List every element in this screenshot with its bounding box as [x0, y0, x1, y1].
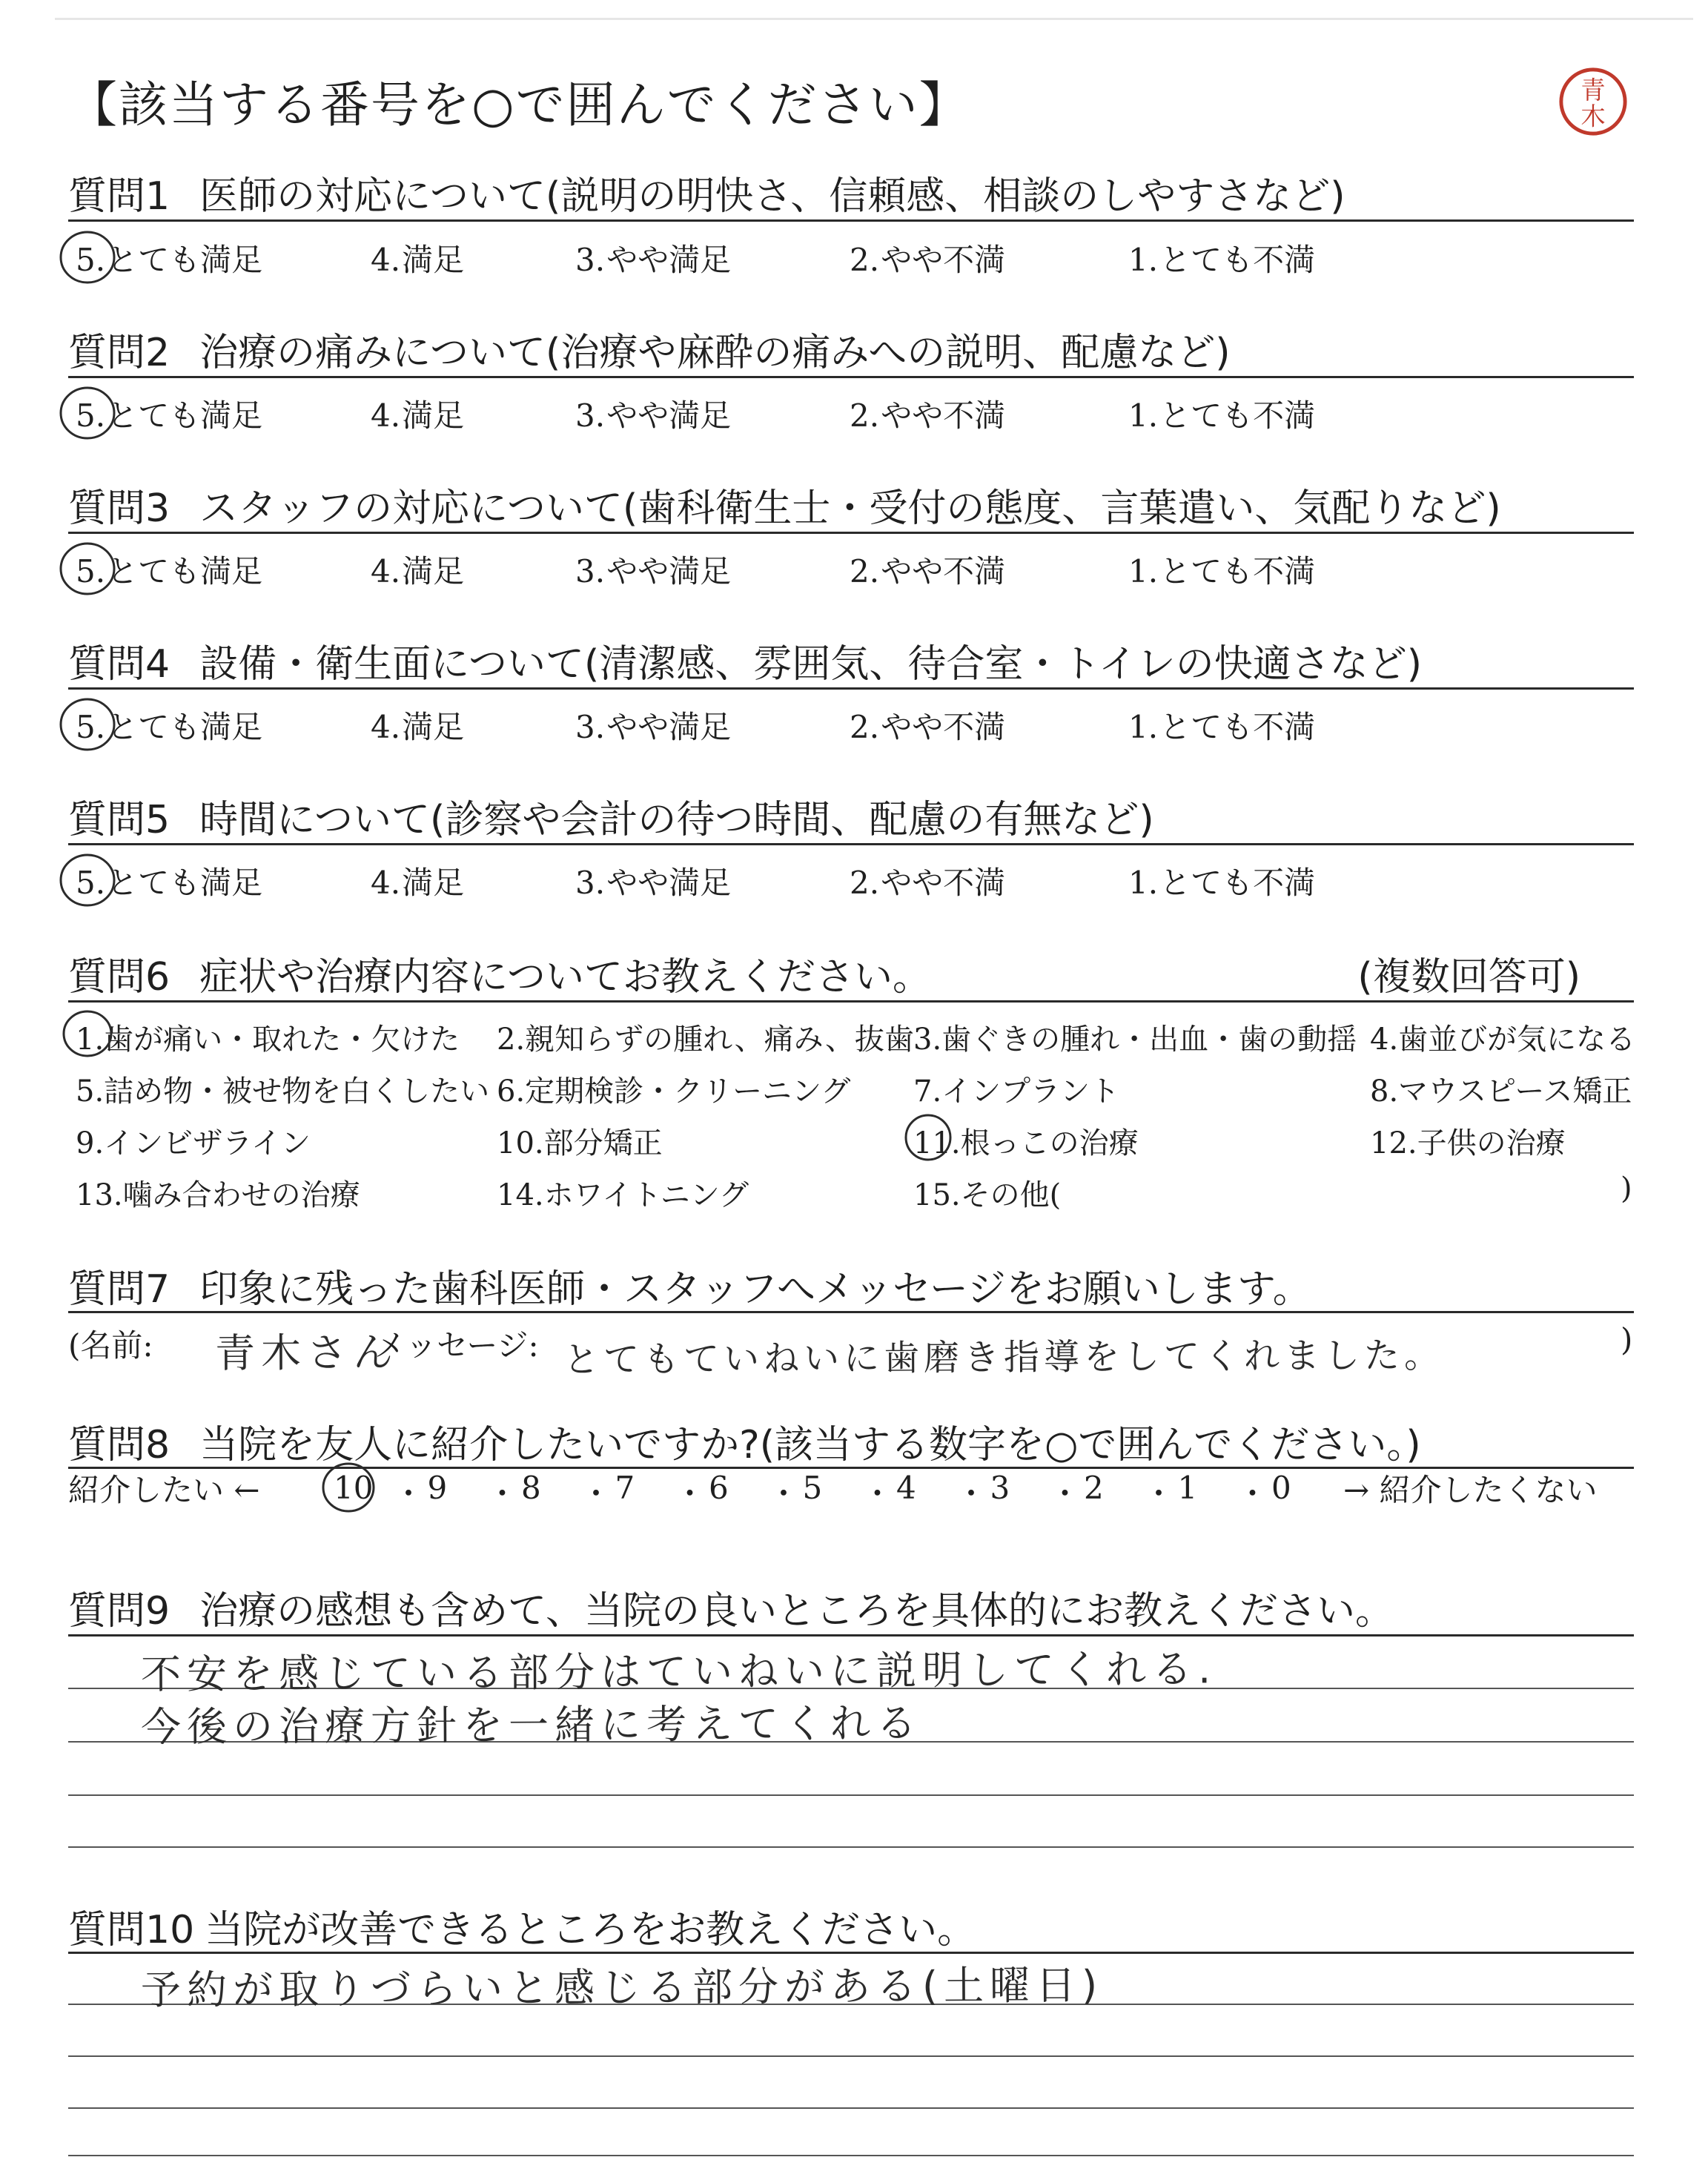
message-label: メッセージ: — [374, 1327, 539, 1364]
q3-option-2[interactable] — [850, 547, 1005, 592]
symptom-option-14[interactable]: 14.ホワイトニング — [497, 1178, 749, 1212]
option-label: 満足 — [402, 242, 465, 278]
question-number: 質問9 — [68, 1589, 171, 1634]
q2-option-3[interactable] — [575, 392, 731, 436]
question-number: 質問6 — [68, 955, 171, 1000]
question-10-rule — [68, 1952, 1634, 1954]
form-title: 【該当する番号を○で囲んでください】 — [68, 76, 970, 133]
question-2-rule — [68, 376, 1634, 378]
scale-value-10[interactable]: 10 — [334, 1470, 374, 1506]
scale-separator: ・ — [486, 1476, 518, 1512]
option-label: とても不満 — [1159, 709, 1316, 745]
question-text: 症状や治療内容についてお教えください。 — [199, 955, 932, 1000]
option-number: 5. — [76, 553, 106, 589]
option-number: 1. — [1128, 553, 1159, 589]
option-label: 満足 — [402, 865, 465, 901]
q4-option-4[interactable] — [371, 703, 464, 747]
option-label: やや不満 — [881, 553, 1006, 589]
symptom-option-15[interactable]: 15.その他( — [913, 1178, 1062, 1212]
option-number: 4. — [371, 865, 401, 901]
scale-value-5[interactable]: 5 — [802, 1470, 823, 1506]
question-number: 質問1 — [68, 174, 171, 219]
q1-option-4[interactable] — [371, 236, 464, 280]
option-number: 2. — [850, 709, 880, 745]
symptom-option-8[interactable]: 8.マウスピース矯正 — [1370, 1074, 1632, 1109]
q4-option-2[interactable] — [850, 703, 1005, 747]
option-label: とても満足 — [107, 553, 263, 589]
scale-separator: ・ — [674, 1476, 706, 1512]
scale-value-0[interactable]: 0 — [1271, 1470, 1291, 1506]
message-close-paren: ) — [1621, 1321, 1633, 1358]
scale-value-1[interactable]: 1 — [1177, 1470, 1198, 1506]
question-text: 印象に残った歯科医師・スタッフへメッセージをお願いします。 — [199, 1267, 1311, 1312]
scale-right-label: → 紹介したくない — [1343, 1472, 1598, 1508]
other-close-paren: ) — [1621, 1172, 1632, 1206]
symptom-option-4[interactable]: 4.歯並びが気になる — [1370, 1023, 1636, 1057]
symptom-option-6[interactable]: 6.定期検診・クリーニング — [497, 1074, 851, 1109]
q5-option-3[interactable] — [575, 859, 731, 903]
q2-option-5[interactable] — [76, 392, 262, 436]
question-number: 質問5 — [68, 798, 171, 842]
question-text: 医師の対応について(説明の明快さ、信頼感、相談のしやすさなど) — [199, 174, 1345, 219]
q1-option-2[interactable] — [850, 236, 1005, 280]
scale-value-3[interactable]: 3 — [990, 1470, 1010, 1506]
option-label: やや不満 — [881, 242, 1006, 278]
option-label: やや不満 — [881, 397, 1006, 434]
symptom-option-1[interactable]: 1.歯が痛い・取れた・欠けた — [76, 1023, 460, 1057]
option-label: やや満足 — [606, 865, 732, 901]
good-points-answer-1[interactable]: 不安を感じている部分はていねいに説明してくれる. — [140, 1645, 1217, 1698]
option-number: 4. — [371, 709, 401, 745]
scale-separator: ・ — [1237, 1476, 1268, 1512]
scale-separator: ・ — [580, 1476, 612, 1512]
question-text: 治療の痛みについて(治療や麻酔の痛みへの説明、配慮など) — [199, 331, 1231, 375]
scale-separator: ・ — [393, 1476, 425, 1512]
q5-option-5[interactable] — [76, 859, 262, 903]
question-number: 質問10 — [68, 1908, 195, 1952]
question-text: 設備・衛生面について(清潔感、雰囲気、待合室・トイレの快適さなど) — [199, 642, 1423, 687]
question-3-rule — [68, 532, 1634, 534]
question-number: 質問2 — [68, 331, 171, 375]
option-number: 3. — [575, 553, 606, 589]
question-7 — [68, 1258, 1625, 1324]
option-label: とても満足 — [107, 397, 263, 434]
answer-line — [68, 2107, 1634, 2109]
scale-left-label: 紹介したい ← — [68, 1472, 260, 1508]
symptom-option-7[interactable]: 7.インプラント — [913, 1074, 1120, 1109]
option-label: やや満足 — [606, 709, 732, 745]
message-answer[interactable]: とてもていねいに歯磨き指導をしてくれました。 — [563, 1334, 1445, 1381]
seal-char-1: 青 — [1580, 76, 1606, 105]
symptom-option-5[interactable]: 5.詰め物・被せ物を白くしたい — [76, 1074, 490, 1109]
q3-option-5[interactable] — [76, 547, 262, 592]
recommend-scale — [68, 1466, 1640, 1518]
option-number: 4. — [371, 553, 401, 589]
scale-separator: ・ — [768, 1476, 800, 1512]
symptom-option-13[interactable]: 13.噛み合わせの治療 — [76, 1178, 360, 1212]
question-4-rule — [68, 687, 1634, 690]
question-text: 時間について(診察や会計の待つ時間、配慮の有無など) — [199, 798, 1154, 842]
symptom-option-12[interactable]: 12.子供の治療 — [1370, 1126, 1566, 1160]
scale-value-8[interactable]: 8 — [521, 1470, 541, 1506]
option-number: 4. — [371, 242, 401, 278]
question-6-rule — [68, 1000, 1634, 1003]
option-label: とても満足 — [107, 709, 263, 745]
symptom-option-9[interactable]: 9.インビザライン — [76, 1126, 311, 1160]
q1-option-1[interactable] — [1128, 236, 1315, 280]
answer-line — [68, 2055, 1634, 2057]
symptom-option-10[interactable]: 10.部分矯正 — [497, 1126, 663, 1160]
option-label: やや満足 — [606, 242, 732, 278]
question-number: 質問4 — [68, 642, 171, 687]
q1-option-5[interactable] — [76, 236, 262, 280]
scale-separator: ・ — [861, 1476, 893, 1512]
question-9-rule — [68, 1634, 1634, 1636]
scale-value-4[interactable]: 4 — [896, 1470, 916, 1506]
scale-separator: ・ — [956, 1476, 987, 1512]
option-label: やや不満 — [881, 709, 1006, 745]
question-text: 当院が改善できるところをお教えください。 — [205, 1908, 976, 1952]
scale-value-7[interactable]: 7 — [615, 1470, 635, 1506]
option-number: 5. — [76, 242, 106, 278]
good-points-answer-2[interactable]: 今後の治療方針を一緒に考えてくれる — [140, 1700, 923, 1751]
answer-line — [68, 2155, 1634, 2156]
q4-option-1[interactable] — [1128, 703, 1315, 747]
option-number: 4. — [371, 397, 401, 434]
option-number: 3. — [575, 709, 606, 745]
option-label: とても満足 — [107, 242, 263, 278]
question-text: スタッフの対応について(歯科衛生士・受付の態度、言葉遣い、気配りなど) — [199, 486, 1501, 531]
q3-option-4[interactable] — [371, 547, 464, 592]
seal-char-2: 木 — [1580, 102, 1606, 131]
symptom-option-2[interactable]: 2.親知らずの腫れ、痛み、抜歯 — [497, 1023, 914, 1057]
option-label: やや不満 — [881, 865, 1006, 901]
option-label: とても満足 — [107, 865, 263, 901]
q2-option-1[interactable] — [1128, 392, 1315, 436]
question-number: 質問8 — [68, 1423, 171, 1467]
option-number: 1. — [1128, 865, 1159, 901]
question-5-rule — [68, 843, 1634, 845]
option-number: 3. — [575, 242, 606, 278]
option-label: とても不満 — [1159, 397, 1316, 434]
q2-option-2[interactable] — [850, 392, 1005, 436]
option-label: 満足 — [402, 397, 465, 434]
top-border — [55, 18, 1693, 20]
question-text: 当院を友人に紹介したいですか?(該当する数字を○で囲んでください。) — [199, 1423, 1421, 1467]
scale-separator: ・ — [1143, 1476, 1175, 1512]
name-answer[interactable]: 青木さん — [214, 1329, 400, 1377]
q3-option-1[interactable] — [1128, 547, 1315, 592]
question-number: 質問3 — [68, 486, 171, 531]
option-number: 2. — [850, 397, 880, 434]
multiple-answer-note: (複数回答可) — [1357, 955, 1580, 1000]
symptom-option-11[interactable]: 11.根っこの治療 — [913, 1126, 1139, 1160]
answer-line — [68, 1846, 1634, 1848]
improvement-answer-1[interactable]: 予約が取りづらいと感じる部分がある(土曜日) — [140, 1961, 1104, 2014]
option-number: 1. — [1128, 397, 1159, 434]
name-label: (名前: — [68, 1327, 153, 1364]
q5-option-2[interactable] — [850, 859, 1005, 903]
option-number: 3. — [575, 865, 606, 901]
scale-separator: ・ — [1049, 1476, 1081, 1512]
q2-option-4[interactable] — [371, 392, 464, 436]
question-7-rule — [68, 1311, 1634, 1313]
question-1-rule — [68, 219, 1634, 222]
option-label: やや満足 — [606, 553, 732, 589]
q3-option-3[interactable] — [575, 547, 731, 592]
option-label: とても不満 — [1159, 865, 1316, 901]
option-label: とても不満 — [1159, 553, 1316, 589]
option-number: 2. — [850, 865, 880, 901]
scale-value-2[interactable]: 2 — [1084, 1470, 1104, 1506]
option-number: 1. — [1128, 709, 1159, 745]
option-number: 2. — [850, 242, 880, 278]
q1-option-3[interactable] — [575, 236, 731, 280]
option-number: 5. — [76, 397, 106, 434]
option-number: 3. — [575, 397, 606, 434]
option-number: 5. — [76, 865, 106, 901]
option-label: やや満足 — [606, 397, 732, 434]
q4-option-5[interactable] — [76, 703, 262, 747]
scale-value-9[interactable]: 9 — [427, 1470, 448, 1506]
answer-line — [68, 1794, 1634, 1796]
q5-option-1[interactable] — [1128, 859, 1315, 903]
scale-value-6[interactable]: 6 — [709, 1470, 729, 1506]
question-text: 治療の感想も含めて、当院の良いところを具体的にお教えください。 — [199, 1589, 1394, 1634]
option-number: 1. — [1128, 242, 1159, 278]
name-seal — [1557, 65, 1629, 138]
q4-option-3[interactable] — [575, 703, 731, 747]
symptom-option-3[interactable]: 3.歯ぐきの腫れ・出血・歯の動揺 — [913, 1023, 1357, 1057]
option-number: 2. — [850, 553, 880, 589]
question-number: 質問7 — [68, 1267, 171, 1312]
option-label: 満足 — [402, 709, 465, 745]
option-label: 満足 — [402, 553, 465, 589]
option-number: 5. — [76, 709, 106, 745]
option-label: とても不満 — [1159, 242, 1316, 278]
q5-option-4[interactable] — [371, 859, 464, 903]
